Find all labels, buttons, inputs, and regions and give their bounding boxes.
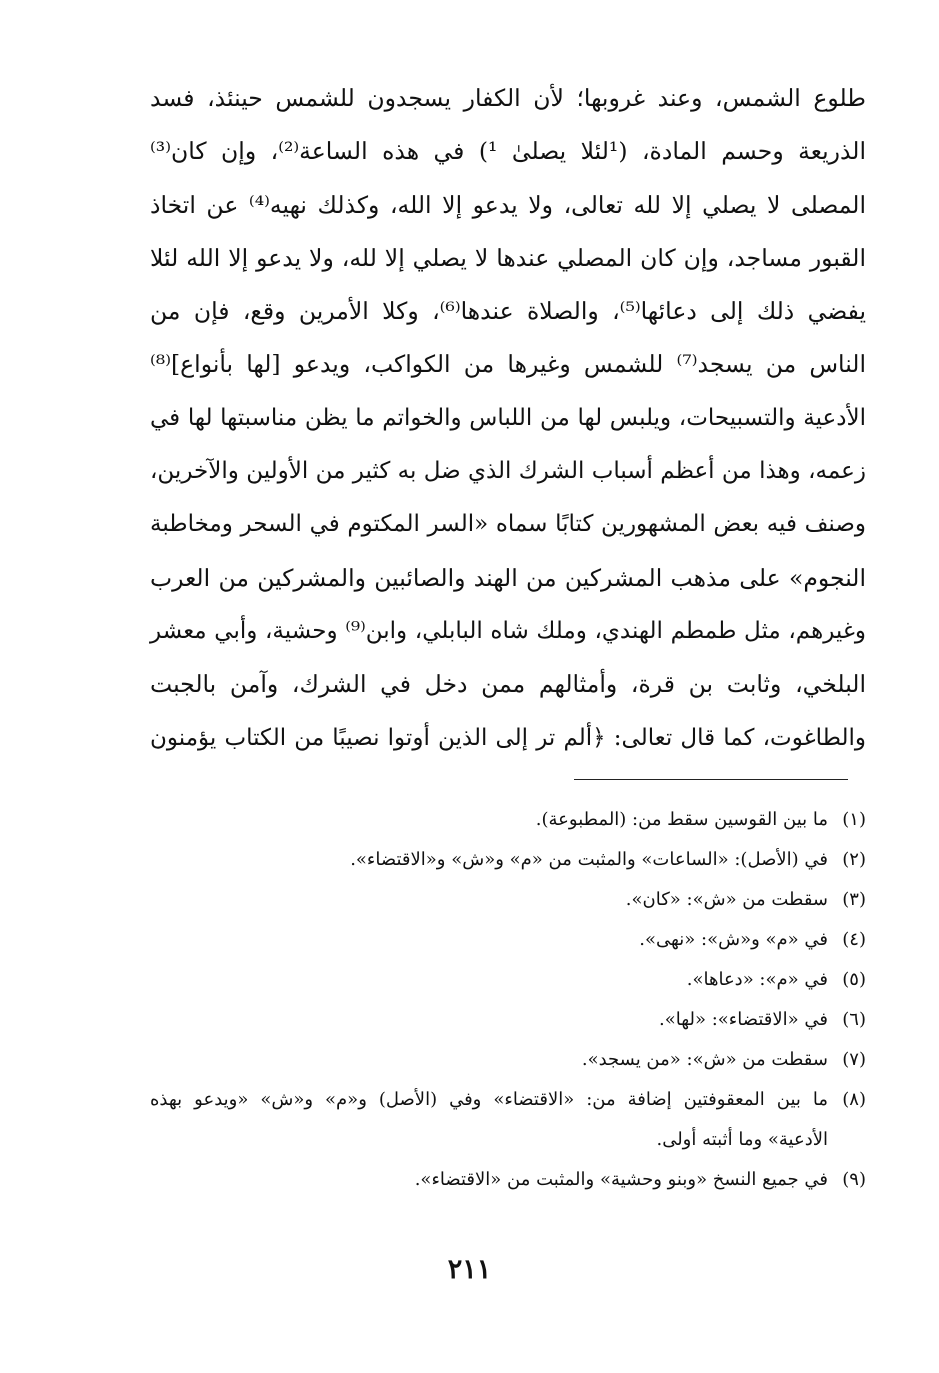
main-text [150, 72, 866, 765]
footnote-item [150, 840, 866, 880]
footnote-text: في «م» و«ش»: «نهى». [639, 929, 828, 950]
footnote-item [150, 1000, 866, 1040]
footnote-number: (١) [842, 809, 866, 830]
footnote-text-continued: الأدعية» وما أثبته أولى. [656, 1129, 828, 1150]
footnote-text: في «م»: «دعاها». [686, 969, 828, 990]
text-line: والطاغوت، كما قال تعالى: ﴿ألم تر إلى الذين أوتوا نصيبًا من الكتاب يؤمنون [150, 724, 866, 751]
footnote-item [150, 1040, 866, 1080]
page-number: ٢١١ [447, 1254, 492, 1285]
text-line: زعمه، وهذا من أعظم أسباب الشرك الذي ضل به كثير من الأولين والآخرين، [150, 458, 866, 485]
text-line: وصنف فيه بعض المشهورين كتابًا سماه «السر المكتوم في السحر ومخاطبة [150, 511, 866, 538]
text-line: البلخي، وثابت بن قرة، وأمثالهم ممن دخل في الشرك، وآمن بالجبت [150, 670, 866, 699]
text-line: يفضي ذلك إلى دعائها⁽⁵⁾، والصلاة عندها⁽⁶⁾، وكلا الأمرين وقع، فإن من [150, 297, 866, 326]
footnote-text: في جميع النسخ «وبنو وحشية» والمثبت من «الاقتضاء». [414, 1169, 828, 1190]
text-line: النجوم» على مذهب المشركين من الهند والصائبين والمشركين من العرب [150, 563, 866, 592]
footnote-item [150, 800, 866, 840]
text-line: الناس من يسجد⁽⁷⁾ للشمس وغيرها من الكواكب، ويدعو [لها بأنواع]⁽⁸⁾ [150, 350, 866, 379]
footnote-number: (٣) [842, 889, 866, 910]
footnote-text: ما بين القوسين سقط من: (المطبوعة). [535, 809, 828, 830]
footnote-number: (٧) [842, 1049, 866, 1070]
footnote-number: (٢) [842, 849, 866, 870]
text-line: الذريعة وحسم المادة، (¹لئلا يصلىٰ ¹) في هذه الساعة⁽²⁾، وإن كان⁽³⁾ [150, 137, 866, 166]
footnote-item [150, 1080, 866, 1160]
footnotes [150, 800, 866, 1200]
footnote-text: سقطت من «ش»: «من يسجد». [581, 1049, 828, 1070]
footnote-text: سقطت من «ش»: «كان». [625, 889, 828, 910]
text-line: المصلى لا يصلي إلا لله تعالى، ولا يدعو إلا الله، وكذلك نهيه⁽⁴⁾ عن اتخاذ [150, 190, 866, 219]
footnote-item [150, 920, 866, 960]
footnote-separator [574, 779, 848, 780]
footnote-number: (٩) [842, 1169, 866, 1190]
footnote-number: (٤) [842, 929, 866, 950]
footnote-text: ما بين المعقوفتين إضافة من: «الاقتضاء» وفي (الأصل) و«م» و«ش» «ويدعو بهذه [150, 1089, 828, 1110]
footnote-number: (٦) [842, 1009, 866, 1030]
footnote-item [150, 960, 866, 1000]
text-line: وغيرهم، مثل طمطم الهندي، وملك شاه البابلي، وابن⁽⁹⁾ وحشية، وأبي معشر [150, 617, 866, 644]
footnote-text: في (الأصل): «الساعات» والمثبت من «م» و«ش» و«الاقتضاء». [350, 849, 828, 870]
text-line: القبور مساجد، وإن كان المصلي عندها لا يصلي إلا لله، ولا يدعو إلا الله لئلا [150, 243, 866, 272]
text-line: الأدعية والتسبيحات، ويلبس لها من اللباس والخواتم ما يظن مناسبتها لها في [150, 404, 866, 431]
footnote-item [150, 880, 866, 920]
footnote-item [150, 1160, 866, 1200]
text-line: طلوع الشمس، وعند غروبها؛ لأن الكفار يسجدون للشمس حينئذ، فسد [150, 84, 866, 112]
footnote-text: في «الاقتضاء»: «لها». [658, 1009, 828, 1030]
footnote-number: (٨) [842, 1089, 866, 1110]
footnote-number: (٥) [842, 969, 866, 990]
